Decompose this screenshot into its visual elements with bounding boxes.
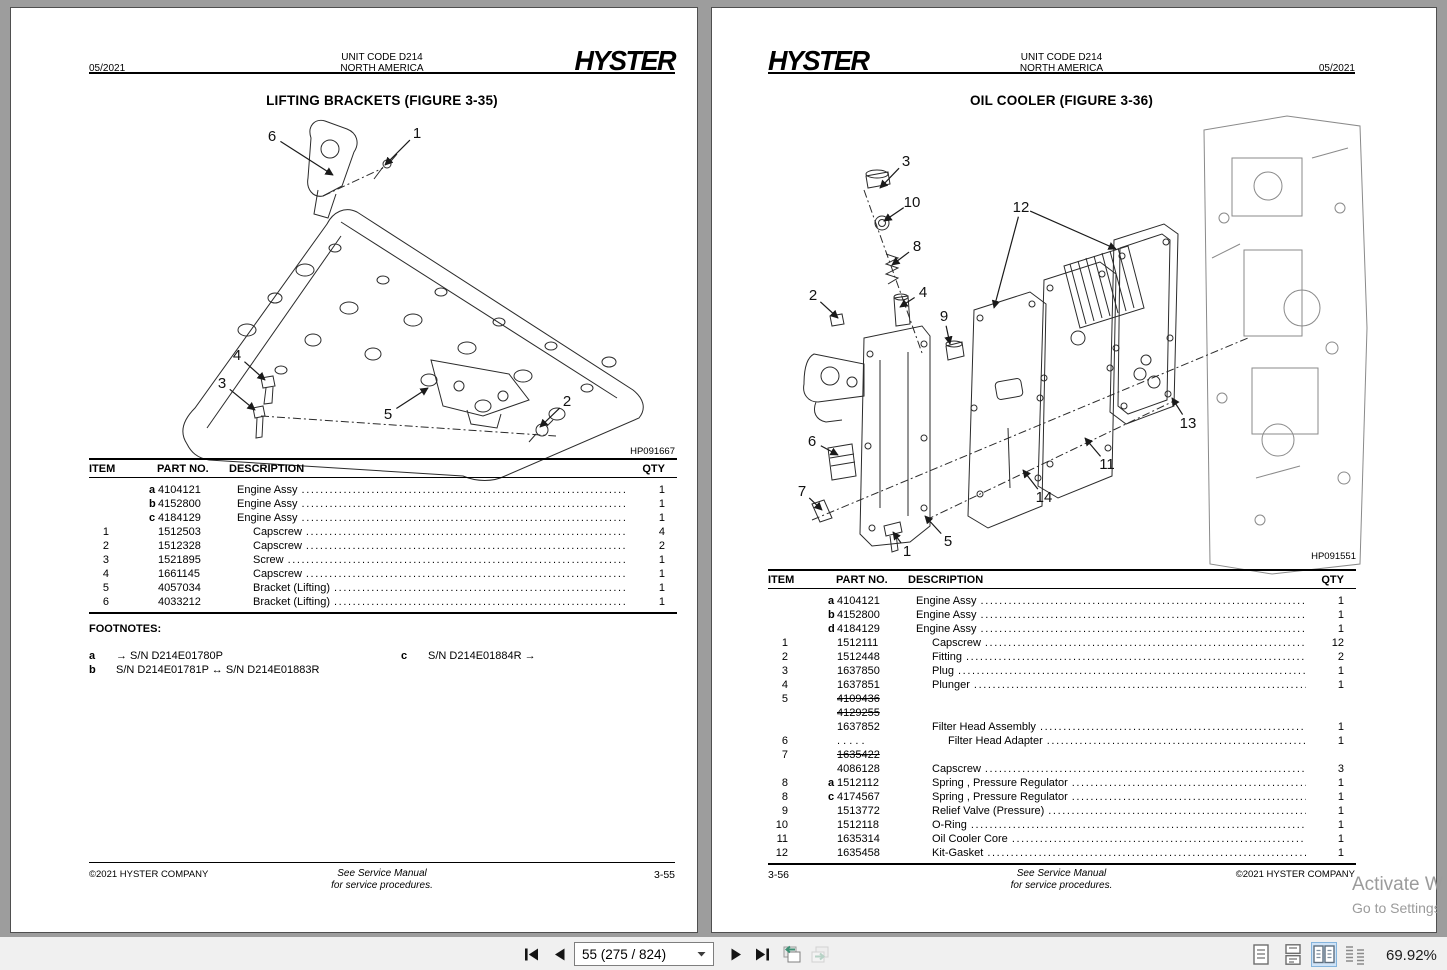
callout-number: 6 (267, 128, 277, 145)
table-row: 8 c 4174567 Spring , Pressure Regulator ..... 1 (768, 790, 1356, 804)
table-row: a 4104121 Engine Assy ..... 1 (89, 483, 677, 497)
hyster-logo: HYSTER (574, 45, 675, 77)
continuous-facing-view-button[interactable] (1342, 942, 1368, 967)
service-note-line2: for service procedures. (1010, 880, 1113, 891)
document-page-right (711, 7, 1437, 933)
next-page-button[interactable] (726, 945, 746, 963)
table-row: 2 1512448 Fitting ..... 2 (768, 650, 1356, 664)
col-header-item: ITEM (768, 574, 795, 586)
footnote: b S/N D214E01781P ↔ S/N D214E01883R (89, 664, 320, 676)
col-header-description: DESCRIPTION (908, 574, 984, 586)
table-rule-bottom (89, 612, 677, 614)
footer-rule (89, 862, 675, 863)
table-body (768, 589, 1356, 860)
callout-number: 5 (383, 406, 393, 423)
col-header-qty: QTY (1321, 574, 1344, 586)
service-note-line1: See Service Manual (337, 868, 427, 879)
table-row: b 4152800 Engine Assy ..... 1 (89, 497, 677, 511)
table-body (89, 478, 677, 609)
callout-number: 7 (797, 483, 807, 500)
table-row: 8 a 1512112 Spring , Pressure Regulator ..... 1 (768, 776, 1356, 790)
copyright: ©2021 HYSTER COMPANY (89, 869, 209, 880)
table-row: 1 1512111 Capscrew ..... 12 (768, 636, 1356, 650)
table-row: 5 4057034 Bracket (Lifting) ..... 1 (89, 581, 677, 595)
facing-pages-icon (1313, 945, 1335, 964)
table-row: c 4184129 Engine Assy ..... 1 (89, 511, 677, 525)
callout-number: 2 (808, 287, 818, 304)
page-number: 3-56 (768, 869, 790, 881)
callout-number: 9 (939, 308, 949, 325)
page-number-combobox[interactable] (574, 942, 714, 966)
table-row: 4086128 Capscrew ..... 3 (768, 762, 1356, 776)
table-row: 1637852 Filter Head Assembly ..... 1 (768, 720, 1356, 734)
unit-code: UNIT CODE D214 (1020, 52, 1103, 63)
callout-number: 6 (807, 433, 817, 450)
service-note (89, 868, 675, 892)
callout-number: 4 (232, 347, 242, 364)
table-header-row (768, 571, 1356, 588)
callout-number: 11 (1099, 456, 1115, 473)
table-row: 4 1637851 Plunger ..... 1 (768, 678, 1356, 692)
parts-table (89, 458, 677, 614)
figure-ref-number: HP091667 (630, 446, 675, 457)
table-row: 2 1512328 Capscrew ..... 2 (89, 539, 677, 553)
page-number: 3-55 (653, 869, 675, 881)
page-date: 05/2021 (1318, 63, 1355, 74)
watermark-line1: Activate W (1352, 874, 1443, 895)
parts-table (768, 569, 1356, 865)
page-date: 05/2021 (89, 63, 126, 74)
callout-number: 4 (918, 284, 928, 301)
table-row: 3 1521895 Screw ..... 1 (89, 553, 677, 567)
col-header-part: PART NO. (157, 463, 209, 475)
page-number-value: 55 (275 / 824) (582, 946, 667, 962)
next-page-icon (730, 947, 743, 962)
table-rule-bottom (768, 863, 1356, 865)
table-header-row (89, 460, 677, 477)
table-row: 1 1512503 Capscrew ..... 4 (89, 525, 677, 539)
footnotes-column-1 (89, 649, 319, 677)
footnote: a → S/N D214E01780P (89, 650, 224, 662)
table-row: 10 1512118 O-Ring ..... 1 (768, 818, 1356, 832)
previous-page-icon (553, 947, 566, 962)
unit-code: UNIT CODE D214 (341, 52, 423, 63)
zoom-level: 69.92% (1386, 947, 1437, 964)
callout-number: 3 (217, 375, 227, 392)
continuous-scroll-icon (1284, 944, 1302, 965)
single-page-icon (1252, 944, 1270, 965)
callout-number: 8 (912, 238, 922, 255)
figure-title: OIL COOLER (FIGURE 3-36) (969, 93, 1154, 108)
previous-view-icon (781, 944, 803, 964)
callout-number: 1 (412, 125, 422, 142)
region: NORTH AMERICA (1019, 63, 1104, 74)
figure-ref-number: HP091551 (1311, 551, 1356, 562)
col-header-part: PART NO. (836, 574, 888, 586)
table-row: 3 1637850 Plug ..... 1 (768, 664, 1356, 678)
last-page-button[interactable] (752, 945, 772, 963)
previous-view-button[interactable] (780, 945, 804, 963)
table-row: 11 1635314 Oil Cooler Core ..... 1 (768, 832, 1356, 846)
continuous-scroll-view-button[interactable] (1280, 942, 1306, 967)
table-row: a 4104121 Engine Assy ..... 1 (768, 594, 1356, 608)
single-page-view-button[interactable] (1248, 942, 1274, 967)
region: NORTH AMERICA (340, 63, 424, 74)
copyright: ©2021 HYSTER COMPANY (1235, 869, 1355, 880)
document-page-left (10, 7, 698, 933)
first-page-button[interactable] (521, 945, 541, 963)
table-row: 4129255 (837, 707, 880, 719)
table-row: d 4184129 Engine Assy ..... 1 (768, 622, 1356, 636)
next-view-button[interactable] (808, 945, 832, 963)
service-note-line2: for service procedures. (331, 880, 433, 891)
previous-page-button[interactable] (549, 945, 569, 963)
hyster-logo: HYSTER (768, 45, 869, 77)
next-view-icon (809, 944, 831, 964)
table-row: b 4152800 Engine Assy ..... 1 (768, 608, 1356, 622)
figure-title: LIFTING BRACKETS (FIGURE 3-35) (266, 93, 498, 108)
table-row: 6 4033212 Bracket (Lifting) ..... 1 (89, 595, 677, 609)
continuous-facing-icon (1344, 944, 1366, 965)
table-row: 5 4109436 (781, 693, 880, 705)
service-note-line1: See Service Manual (1016, 868, 1107, 879)
col-header-item: ITEM (89, 463, 116, 475)
callout-number: 3 (901, 153, 911, 170)
first-page-icon (523, 947, 540, 962)
viewer-toolbar (0, 936, 1447, 970)
callout-number: 13 (1179, 415, 1197, 432)
table-row: 6 . . . . . Filter Head Adapter ..... 1 (768, 734, 1356, 748)
callout-number: 10 (903, 194, 921, 211)
table-row: 9 1513772 Relief Valve (Pressure) ..... 1 (768, 804, 1356, 818)
col-header-description: DESCRIPTION (229, 463, 305, 475)
dropdown-arrow-icon[interactable] (697, 951, 706, 957)
facing-pages-view-button[interactable] (1311, 942, 1337, 967)
callout-number: 12 (1012, 199, 1030, 216)
footnotes-column-2 (401, 649, 536, 663)
table-row: 7 1635422 (781, 749, 880, 761)
table-row: 4 1661145 Capscrew ..... 1 (89, 567, 677, 581)
callout-number: 2 (562, 393, 572, 410)
footnotes-label: FOOTNOTES: (89, 623, 162, 635)
table-row: 12 1635458 Kit-Gasket ..... 1 (768, 846, 1356, 860)
last-page-icon (754, 947, 771, 962)
callout-number: 14 (1035, 489, 1053, 506)
col-header-qty: QTY (642, 463, 665, 475)
callout-number: 5 (943, 533, 953, 550)
footnote: c S/N D214E01884R → (401, 650, 536, 662)
watermark-line2: Go to Settings (1352, 900, 1441, 916)
callout-number: 1 (902, 543, 912, 560)
